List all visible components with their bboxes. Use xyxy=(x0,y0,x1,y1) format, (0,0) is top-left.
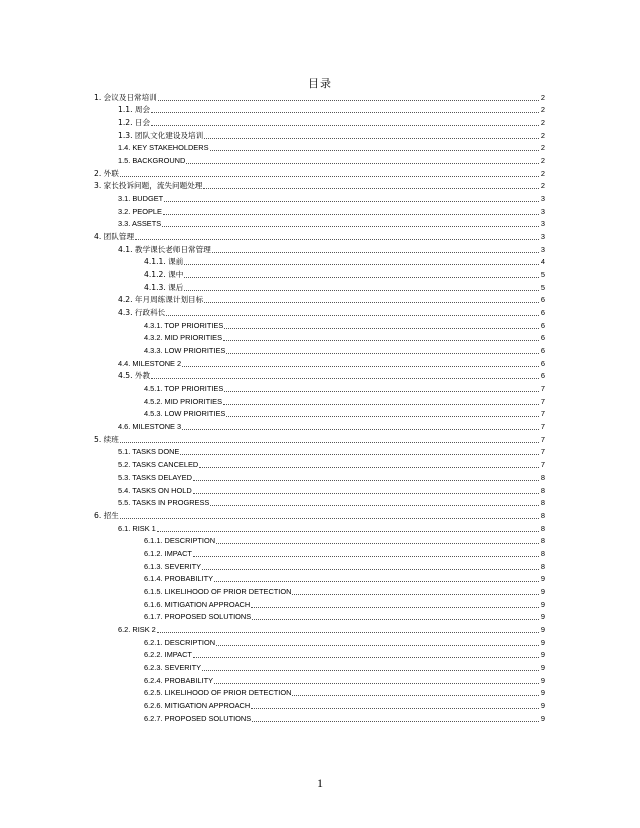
toc-entry-title: 6.1.7. PROPOSED SOLUTIONS xyxy=(144,612,252,622)
toc-entry[interactable] xyxy=(94,648,545,661)
table-of-contents xyxy=(94,90,545,724)
toc-entry[interactable] xyxy=(94,686,545,699)
toc-entry[interactable] xyxy=(94,191,545,204)
toc-entry-title: 5.1. TASKS DONE xyxy=(118,447,180,457)
toc-entry-title: 3.2. PEOPLE xyxy=(118,206,162,216)
toc-entry-title: 5.5. TASKS IN PROGRESS xyxy=(118,498,210,508)
toc-entry-title: 4.5. 外教 xyxy=(118,371,151,381)
toc-dot-leader xyxy=(180,454,539,455)
toc-entry[interactable] xyxy=(94,242,545,255)
toc-entry[interactable] xyxy=(94,407,545,420)
toc-entry[interactable] xyxy=(94,318,545,331)
toc-entry[interactable] xyxy=(94,432,545,445)
toc-entry[interactable] xyxy=(94,584,545,597)
toc-dot-leader xyxy=(202,569,539,570)
toc-entry-page: 6 xyxy=(540,320,545,330)
toc-entry-title: 6.1.3. SEVERITY xyxy=(144,561,202,571)
toc-entry-title: 6.2.1. DESCRIPTION xyxy=(144,637,216,647)
toc-dot-leader xyxy=(292,594,539,595)
toc-entry-page: 9 xyxy=(540,650,545,660)
toc-entry-page: 6 xyxy=(540,346,545,356)
toc-entry-page: 7 xyxy=(540,409,545,419)
toc-entry-title: 6.1.1. DESCRIPTION xyxy=(144,536,216,546)
toc-dot-leader xyxy=(224,328,539,329)
toc-entry-title: 4.1.1. 课前 xyxy=(144,257,184,267)
toc-entry[interactable] xyxy=(94,255,545,268)
toc-entry-page: 2 xyxy=(540,181,545,191)
toc-entry-title: 6.2.2. IMPACT xyxy=(144,650,192,660)
toc-entry-page: 9 xyxy=(540,713,545,723)
toc-entry[interactable] xyxy=(94,673,545,686)
toc-entry-title: 4.3.1. TOP PRIORITIES xyxy=(144,320,224,330)
toc-dot-leader xyxy=(193,556,539,557)
toc-entry[interactable] xyxy=(94,597,545,610)
toc-entry-page: 5 xyxy=(540,282,545,292)
toc-entry[interactable] xyxy=(94,103,545,116)
toc-entry[interactable] xyxy=(94,229,545,242)
toc-dot-leader xyxy=(202,670,539,671)
toc-entry-page: 6 xyxy=(540,308,545,318)
toc-dot-leader xyxy=(223,404,539,405)
toc-dot-leader xyxy=(224,391,539,392)
toc-entry[interactable] xyxy=(94,331,545,344)
toc-dot-leader xyxy=(212,252,539,253)
toc-entry[interactable] xyxy=(94,635,545,648)
toc-entry-title: 3.1. BUDGET xyxy=(118,194,164,204)
toc-entry-title: 6.1.2. IMPACT xyxy=(144,548,192,558)
toc-dot-leader xyxy=(120,176,539,177)
toc-entry[interactable] xyxy=(94,622,545,635)
toc-entry-page: 7 xyxy=(540,396,545,406)
toc-entry-title: 6.1.6. MITIGATION APPROACH xyxy=(144,599,251,609)
toc-entry-title: 3.3. ASSETS xyxy=(118,219,162,229)
toc-entry-page: 9 xyxy=(540,599,545,609)
toc-entry-title: 4.3. 行政科长 xyxy=(118,308,166,318)
toc-entry[interactable] xyxy=(94,153,545,166)
toc-dot-leader xyxy=(151,378,539,379)
toc-entry-title: 4.2. 年月周练课计划目标 xyxy=(118,295,204,305)
toc-entry[interactable] xyxy=(94,457,545,470)
toc-entry-page: 6 xyxy=(540,333,545,343)
toc-dot-leader xyxy=(210,150,539,151)
toc-entry-title: 6.2.6. MITIGATION APPROACH xyxy=(144,700,251,710)
toc-dot-leader xyxy=(252,721,539,722)
toc-dot-leader xyxy=(182,366,539,367)
toc-entry-title: 4.5.3. LOW PRIORITIES xyxy=(144,409,226,419)
toc-entry[interactable] xyxy=(94,660,545,673)
toc-dot-leader xyxy=(157,531,539,532)
toc-dot-leader xyxy=(151,112,539,113)
toc-dot-leader xyxy=(214,581,539,582)
toc-entry-page: 8 xyxy=(540,561,545,571)
toc-dot-leader xyxy=(184,290,539,291)
page-number: 1 xyxy=(317,776,323,790)
toc-entry-page: 2 xyxy=(540,156,545,166)
toc-entry-title: 6.2.3. SEVERITY xyxy=(144,662,202,672)
toc-dot-leader xyxy=(216,645,539,646)
toc-entry-page: 8 xyxy=(540,485,545,495)
toc-dot-leader xyxy=(214,683,539,684)
toc-dot-leader xyxy=(210,505,539,506)
toc-entry[interactable] xyxy=(94,711,545,724)
toc-entry-page: 8 xyxy=(540,472,545,482)
toc-entry[interactable] xyxy=(94,419,545,432)
toc-entry-title: 1.3. 团队文化建设及培训 xyxy=(118,130,204,140)
toc-entry-title: 4. 团队管理 xyxy=(94,232,135,242)
toc-entry-title: 4.6. MILESTONE 3 xyxy=(118,422,182,432)
toc-entry[interactable] xyxy=(94,698,545,711)
toc-entry-title: 4.3.2. MID PRIORITIES xyxy=(144,333,223,343)
toc-entry-page: 3 xyxy=(540,194,545,204)
toc-entry[interactable] xyxy=(94,356,545,369)
toc-dot-leader xyxy=(151,125,539,126)
toc-dot-leader xyxy=(184,277,539,278)
toc-entry-page: 9 xyxy=(540,574,545,584)
toc-entry-title: 3. 家长投诉问题，流失问题处理 xyxy=(94,181,203,191)
toc-entry-page: 3 xyxy=(540,244,545,254)
toc-dot-leader xyxy=(158,100,539,101)
toc-entry[interactable] xyxy=(94,559,545,572)
toc-entry-title: 4.1.2. 课中 xyxy=(144,270,184,280)
toc-entry-page: 2 xyxy=(540,130,545,140)
toc-dot-leader xyxy=(193,480,539,481)
toc-entry-page: 3 xyxy=(540,206,545,216)
toc-entry-page: 2 xyxy=(540,105,545,115)
toc-entry[interactable] xyxy=(94,610,545,623)
toc-dot-leader xyxy=(223,340,539,341)
toc-entry-title: 4.4. MILESTONE 2 xyxy=(118,358,182,368)
toc-entry-page: 3 xyxy=(540,219,545,229)
toc-entry-page: 4 xyxy=(540,257,545,267)
toc-dot-leader xyxy=(166,315,539,316)
toc-entry[interactable] xyxy=(94,141,545,154)
toc-entry[interactable] xyxy=(94,381,545,394)
toc-entry-page: 7 xyxy=(540,434,545,444)
toc-entry-page: 8 xyxy=(540,523,545,533)
toc-entry-title: 4.1.3. 课后 xyxy=(144,282,184,292)
toc-dot-leader xyxy=(251,607,539,608)
toc-entry-page: 6 xyxy=(540,295,545,305)
toc-entry-page: 2 xyxy=(540,143,545,153)
toc-entry[interactable] xyxy=(94,90,545,103)
toc-dot-leader xyxy=(120,442,539,443)
toc-entry[interactable] xyxy=(94,470,545,483)
toc-entry-page: 9 xyxy=(540,700,545,710)
toc-entry[interactable] xyxy=(94,534,545,547)
toc-dot-leader xyxy=(163,214,539,215)
toc-entry-title: 5. 续班 xyxy=(94,434,119,444)
toc-entry[interactable] xyxy=(94,343,545,356)
toc-dot-leader xyxy=(292,695,539,696)
toc-dot-leader xyxy=(184,264,539,265)
toc-entry-title: 5.3. TASKS DELAYED xyxy=(118,472,192,482)
toc-entry-page: 2 xyxy=(540,168,545,178)
toc-entry-page: 7 xyxy=(540,460,545,470)
toc-entry[interactable] xyxy=(94,293,545,306)
page-title: 目录 xyxy=(308,78,332,90)
toc-entry-page: 3 xyxy=(540,232,545,242)
toc-entry[interactable] xyxy=(94,483,545,496)
toc-entry[interactable] xyxy=(94,166,545,179)
toc-dot-leader xyxy=(216,543,539,544)
toc-entry[interactable] xyxy=(94,128,545,141)
toc-dot-leader xyxy=(203,188,539,189)
toc-entry[interactable] xyxy=(94,267,545,280)
toc-entry-title: 6. 招生 xyxy=(94,510,119,520)
toc-entry-title: 6.1. RISK 1 xyxy=(118,523,156,533)
toc-entry-title: 6.2. RISK 2 xyxy=(118,624,156,634)
toc-entry-page: 9 xyxy=(540,662,545,672)
toc-dot-leader xyxy=(251,708,539,709)
toc-entry-title: 1.4. KEY STAKEHOLDERS xyxy=(118,143,209,153)
toc-entry-title: 1.2. 日会 xyxy=(118,118,151,128)
toc-dot-leader xyxy=(162,226,539,227)
toc-entry-title: 2. 外联 xyxy=(94,168,119,178)
toc-dot-leader xyxy=(204,138,539,139)
toc-entry-page: 9 xyxy=(540,637,545,647)
toc-entry-page: 8 xyxy=(540,536,545,546)
toc-entry-title: 4.3.3. LOW PRIORITIES xyxy=(144,346,226,356)
toc-entry-title: 6.2.5. LIKELIHOOD OF PRIOR DETECTION xyxy=(144,688,292,698)
toc-entry-title: 1. 会议及日常培训 xyxy=(94,92,157,102)
toc-entry-page: 5 xyxy=(540,270,545,280)
toc-entry-page: 9 xyxy=(540,688,545,698)
toc-entry-title: 1.1. 周会 xyxy=(118,105,151,115)
toc-entry[interactable] xyxy=(94,115,545,128)
toc-entry-page: 6 xyxy=(540,371,545,381)
toc-entry-title: 6.2.7. PROPOSED SOLUTIONS xyxy=(144,713,252,723)
toc-dot-leader xyxy=(204,302,539,303)
toc-dot-leader xyxy=(186,163,539,164)
toc-dot-leader xyxy=(193,657,539,658)
toc-entry-page: 9 xyxy=(540,612,545,622)
toc-entry[interactable] xyxy=(94,217,545,230)
toc-entry[interactable] xyxy=(94,508,545,521)
toc-entry-title: 6.1.5. LIKELIHOOD OF PRIOR DETECTION xyxy=(144,586,292,596)
toc-entry[interactable] xyxy=(94,280,545,293)
toc-entry[interactable] xyxy=(94,179,545,192)
toc-dot-leader xyxy=(252,619,539,620)
toc-dot-leader xyxy=(120,518,539,519)
toc-entry[interactable] xyxy=(94,445,545,458)
toc-dot-leader xyxy=(199,467,539,468)
toc-entry-title: 4.5.2. MID PRIORITIES xyxy=(144,396,223,406)
toc-entry-page: 9 xyxy=(540,624,545,634)
toc-entry[interactable] xyxy=(94,496,545,509)
toc-entry-page: 9 xyxy=(540,675,545,685)
toc-entry-title: 6.2.4. PROBABILITY xyxy=(144,675,214,685)
toc-dot-leader xyxy=(193,493,539,494)
toc-entry-title: 5.2. TASKS CANCELED xyxy=(118,460,199,470)
toc-entry[interactable] xyxy=(94,369,545,382)
toc-entry-page: 8 xyxy=(540,498,545,508)
toc-entry-page: 2 xyxy=(540,118,545,128)
toc-entry-title: 4.1. 教学课长老师日常管理 xyxy=(118,244,211,254)
toc-entry-title: 4.5.1. TOP PRIORITIES xyxy=(144,384,224,394)
toc-entry-page: 9 xyxy=(540,586,545,596)
toc-entry[interactable] xyxy=(94,204,545,217)
toc-entry-page: 8 xyxy=(540,510,545,520)
toc-entry[interactable] xyxy=(94,521,545,534)
toc-entry[interactable] xyxy=(94,546,545,559)
toc-entry-title: 6.1.4. PROBABILITY xyxy=(144,574,214,584)
toc-entry-page: 2 xyxy=(540,92,545,102)
toc-entry-page: 8 xyxy=(540,548,545,558)
toc-dot-leader xyxy=(182,429,539,430)
toc-entry-page: 7 xyxy=(540,384,545,394)
toc-entry[interactable] xyxy=(94,305,545,318)
toc-entry-title: 5.4. TASKS ON HOLD xyxy=(118,485,192,495)
toc-entry-page: 7 xyxy=(540,422,545,432)
toc-dot-leader xyxy=(226,353,539,354)
toc-entry-title: 1.5. BACKGROUND xyxy=(118,156,186,166)
toc-entry-page: 6 xyxy=(540,358,545,368)
toc-entry[interactable] xyxy=(94,394,545,407)
toc-entry[interactable] xyxy=(94,572,545,585)
toc-dot-leader xyxy=(226,416,539,417)
toc-dot-leader xyxy=(157,632,539,633)
toc-entry-page: 7 xyxy=(540,447,545,457)
toc-dot-leader xyxy=(135,239,539,240)
toc-dot-leader xyxy=(164,201,539,202)
